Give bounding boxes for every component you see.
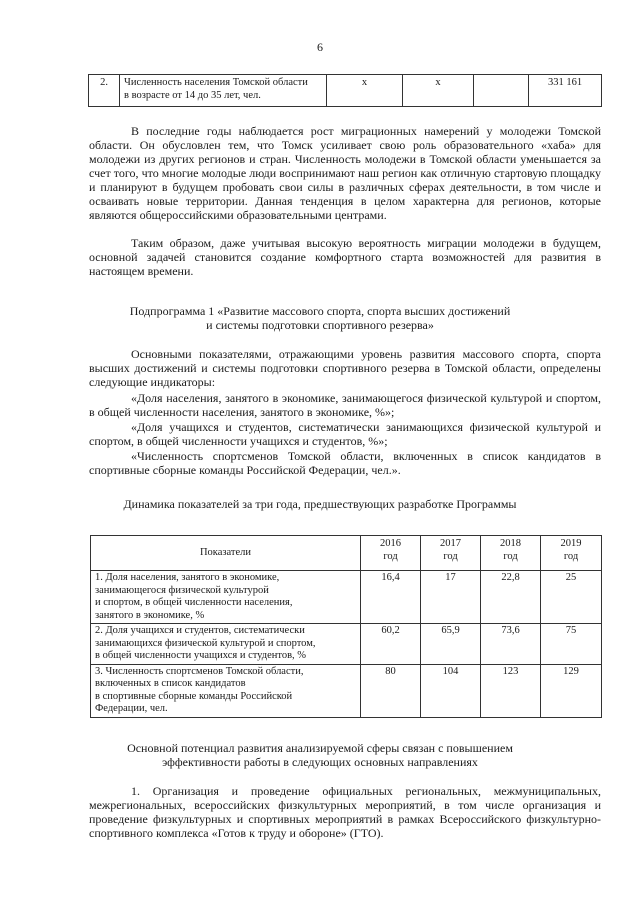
direction-1-paragraph: 1. Организация и проведение официальных региональных, межмуниципальных, межрегиональных, всероссийских физкультурных мероприятий, в том числе организация и проведение физкультурных и спортивных мероприятий в рамках Всероссийского физкультурно-спортивного комплекса «Готов к труду и обороне» (ГТО). (89, 784, 601, 840)
empty-cell (474, 75, 529, 107)
value-cell: 73,6 (481, 624, 541, 665)
value-cell: 123 (481, 664, 541, 717)
population-table (88, 74, 602, 107)
value-cell: 60,2 (361, 624, 421, 665)
value-cell: 129 (541, 664, 602, 717)
indicator-label: 1. Доля населения, занятого в экономике, занимающегося физической культурой и спортом, в общей численности населения, занятого в экономике, % (91, 571, 361, 624)
table-row (91, 624, 602, 665)
value-cell: 16,4 (361, 571, 421, 624)
table-row (89, 75, 602, 107)
heading-line: и системы подготовки спортивного резерва» (206, 318, 434, 332)
value-cell: 25 (541, 571, 602, 624)
indicators-intro-paragraph: Основными показателями, отражающими уровень развития массового спорта, спорта высших достижений и системы подготовки спортивного резерва в Томской области, определены следующие индикаторы: (89, 347, 601, 389)
heading-line: Подпрограмма 1 «Развитие массового спорта, спорта высших достижений (129, 304, 511, 318)
value-cell: 17 (421, 571, 481, 624)
indicator-2-paragraph: «Доля учащихся и студентов, систематически занимающихся физической культурой и спортом, в общей численности учащихся и студентов, %»; (89, 420, 601, 448)
indicators-table (90, 535, 602, 718)
row-number: 2. (89, 75, 120, 107)
heading-line: Основной потенциал развития анализируемой сферы связан с повышением (127, 741, 513, 755)
heading-line: эффективности работы в следующих основных направлениях (162, 755, 478, 769)
indicator-3-paragraph: «Численность спортсменов Томской области, включенных в список кандидатов в спортивные сборные команды Российской Федерации, чел.». (89, 449, 601, 477)
indicator-label: 2. Доля учащихся и студентов, систематически занимающихся физической культурой и спортом, в общей численности учащихся и студентов, % (91, 624, 361, 665)
row-label-line: Численность населения Томской области (124, 77, 308, 88)
subprogram-heading (60, 304, 580, 332)
value-cell: х (327, 75, 403, 107)
dynamics-heading: Динамика показателей за три года, предшествующих разработке Программы (123, 497, 517, 511)
row-label-line: в возрасте от 14 до 35 лет, чел. (124, 89, 261, 101)
header-year: 2016 год (361, 536, 421, 571)
header-year: 2018 год (481, 536, 541, 571)
indicator-label: 3. Численность спортсменов Томской области, включенных в список кандидатов в спортивные сборные команды Российской Федерации, чел. (91, 664, 361, 717)
indicator-1-paragraph: «Доля населения, занятого в экономике, занимающегося физической культурой и спортом, в общей численности населения, занятого в экономике, %»; (89, 391, 601, 419)
value-cell: 331 161 (529, 75, 602, 107)
table-header-row (91, 536, 602, 571)
value-cell: х (403, 75, 474, 107)
potential-heading (60, 741, 580, 769)
conclusion-paragraph: Таким образом, даже учитывая высокую вероятность миграции молодежи в будущем, основной задачей становится создание комфортного старта возможностей для развития в настоящем времени. (89, 236, 601, 278)
table-row (91, 664, 602, 717)
value-cell: 65,9 (421, 624, 481, 665)
page-number: 6 (317, 40, 323, 54)
migration-paragraph: В последние годы наблюдается рост миграционных намерений у молодежи Томской области. Он обусловлен тем, что Томск усиливает свою роль образовательного «хаба» для молодежи из других регионов и стран. Численность молодежи в Томской области уменьшается за счет того, что многие молодые люди воспринимают наш регион как отличную стартовую площадку и планируют в будущем пробовать свои силы в различных сферах деятельности, в том числе и осваивать новые территории. Данная тенденция в целом характерна для регионов, которые являются общероссийскими образовательными центрами. (89, 124, 601, 222)
value-cell: 22,8 (481, 571, 541, 624)
row-label (120, 75, 327, 107)
value-cell: 104 (421, 664, 481, 717)
value-cell: 80 (361, 664, 421, 717)
header-year: 2019 год (541, 536, 602, 571)
table-row (91, 571, 602, 624)
value-cell: 75 (541, 624, 602, 665)
header-indicators: Показатели (91, 536, 361, 571)
header-year: 2017 год (421, 536, 481, 571)
